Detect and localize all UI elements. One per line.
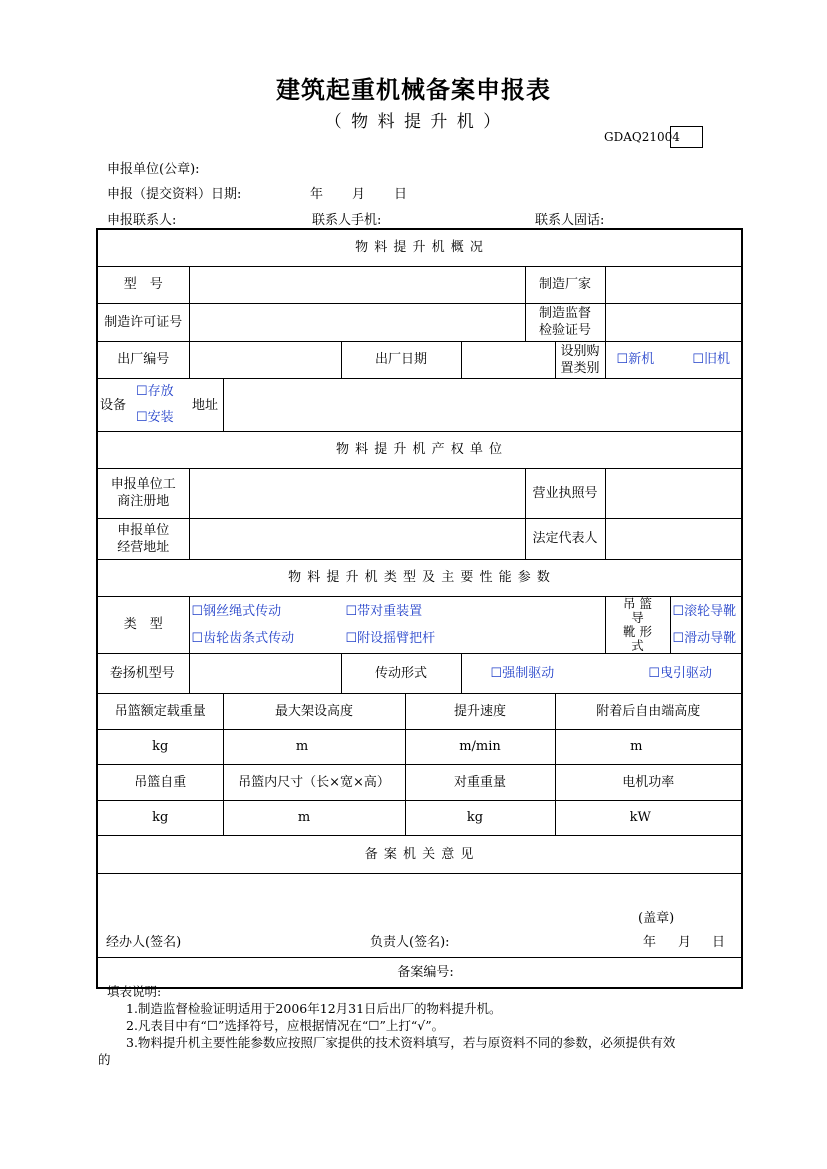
type-rocker-arm-checkbox[interactable]: ☐附设摇臂把杆 xyxy=(345,630,436,646)
biz-address-label: 申报单位 经营地址 xyxy=(97,518,189,559)
opinion-field[interactable] xyxy=(97,873,742,957)
address-label: 地址 xyxy=(192,397,219,413)
reg-address-label: 申报单位工 商注册地 xyxy=(97,468,189,518)
roller-guide-checkbox[interactable]: ☐滚轮导靴 xyxy=(672,603,737,619)
counterweight-field[interactable]: kg xyxy=(405,800,555,835)
legal-rep-label: 法定代表人 xyxy=(525,518,605,559)
note-1: 1.制造监督检验证明适用于2006年12月31日后出厂的物料提升机。 xyxy=(126,1001,502,1016)
opinion-section-title: 备 案 机 关 意 见 xyxy=(97,835,742,873)
counterweight-label: 对重重量 xyxy=(405,764,555,800)
cage-weight-field[interactable]: kg xyxy=(97,800,223,835)
biz-license-field[interactable] xyxy=(605,468,742,518)
max-height-label: 最大架设高度 xyxy=(223,693,405,729)
biz-address-field[interactable] xyxy=(189,518,525,559)
winch-model-field[interactable] xyxy=(189,653,341,693)
guide-shoe-options xyxy=(670,596,742,653)
params-section-title: 物 料 提 升 机 类 型 及 主 要 性 能 参 数 xyxy=(97,559,742,596)
serial-label: 出厂编号 xyxy=(97,341,189,378)
model-field[interactable] xyxy=(189,266,525,303)
applicant-unit-label: 申报单位(公章): xyxy=(107,162,200,177)
traction-drive-checkbox[interactable]: ☐曳引驱动 xyxy=(648,665,712,681)
ownership-section-title: 物 料 提 升 机 产 权 单 位 xyxy=(97,431,742,468)
factory-date-label: 出厂日期 xyxy=(341,341,461,378)
overview-section-title: 物 料 提 升 机 概 况 xyxy=(97,229,742,266)
cage-size-label: 吊篮内尺寸（长×宽×高） xyxy=(223,764,405,800)
cage-weight-label: 吊篮自重 xyxy=(97,764,223,800)
reg-address-field[interactable] xyxy=(189,468,525,518)
form-code-box[interactable] xyxy=(670,126,703,148)
legal-rep-field[interactable] xyxy=(605,518,742,559)
serial-field[interactable] xyxy=(189,341,341,378)
drive-type-options xyxy=(461,653,742,693)
biz-license-label: 营业执照号 xyxy=(525,468,605,518)
notes-title: 填表说明: xyxy=(107,984,162,999)
new-machine-checkbox[interactable]: ☐新机 xyxy=(616,352,655,367)
max-height-field[interactable]: m xyxy=(223,729,405,764)
equip-label: 设备 xyxy=(100,397,127,413)
cage-size-field[interactable]: m xyxy=(223,800,405,835)
purchase-type-options xyxy=(605,341,742,378)
opinion-month: 月 xyxy=(678,934,692,950)
form-code: GDAQ21004 xyxy=(604,130,680,144)
equip-status-cell xyxy=(97,378,223,431)
store-checkbox[interactable]: ☐存放 xyxy=(136,383,174,399)
opinion-day: 日 xyxy=(712,934,726,950)
sliding-guide-checkbox[interactable]: ☐滑动导靴 xyxy=(672,630,737,646)
page-subtitle: （ 物 料 提 升 机 ） xyxy=(324,112,503,132)
filing-form-table xyxy=(96,228,743,989)
free-end-height-field[interactable]: m xyxy=(555,729,742,764)
license-field[interactable] xyxy=(189,303,525,341)
rated-load-field[interactable]: kg xyxy=(97,729,223,764)
note-3: 3.物料提升机主要性能参数应按照厂家提供的技术资料填写，若与原资料不同的参数，必须提供有效 xyxy=(126,1035,676,1050)
license-label: 制造许可证号 xyxy=(97,303,189,341)
motor-power-field[interactable]: kW xyxy=(555,800,742,835)
submit-date-label: 申报（提交资料）日期: xyxy=(107,187,242,202)
forced-drive-checkbox[interactable]: ☐强制驱动 xyxy=(490,665,555,681)
motor-power-label: 电机功率 xyxy=(555,764,742,800)
address-field[interactable] xyxy=(223,378,742,431)
model-label: 型 号 xyxy=(97,266,189,303)
rated-load-label: 吊篮额定载重量 xyxy=(97,693,223,729)
note-2: 2.凡表目中有“☐”选择符号，应根据情况在“☐”上打“√”。 xyxy=(126,1018,445,1033)
purchase-type-label: 设别购 置类别 xyxy=(555,341,605,378)
type-wire-rope-checkbox[interactable]: ☐钢丝绳式传动 xyxy=(191,603,282,619)
note-3-wrap: 的 xyxy=(98,1052,111,1067)
mobile-label: 联系人手机: xyxy=(312,213,382,228)
old-machine-checkbox[interactable]: ☐旧机 xyxy=(692,352,730,367)
submit-day: 日 xyxy=(394,187,408,202)
lift-speed-label: 提升速度 xyxy=(405,693,555,729)
record-number-field[interactable]: 备案编号: xyxy=(97,957,742,988)
phone-label: 联系人固话: xyxy=(535,213,605,228)
leader-sign-label: 负责人(签名): xyxy=(370,934,450,950)
submit-month: 月 xyxy=(352,187,366,202)
type-options xyxy=(189,596,605,653)
free-end-height-label: 附着后自由端高度 xyxy=(555,693,742,729)
handler-sign-label: 经办人(签名) xyxy=(106,934,182,950)
guide-shoe-label: 吊 篮 导 靴 形 式 xyxy=(605,596,670,653)
inspection-field[interactable] xyxy=(605,303,742,341)
factory-date-field[interactable] xyxy=(461,341,555,378)
page-title: 建筑起重机械备案申报表 xyxy=(276,76,551,104)
manufacturer-label: 制造厂家 xyxy=(525,266,605,303)
winch-model-label: 卷扬机型号 xyxy=(97,653,189,693)
type-counterweight-checkbox[interactable]: ☐带对重装置 xyxy=(345,603,423,619)
install-checkbox[interactable]: ☐安装 xyxy=(136,409,174,425)
contact-label: 申报联系人: xyxy=(107,213,177,228)
type-label: 类 型 xyxy=(97,596,189,653)
type-rack-pinion-checkbox[interactable]: ☐齿轮齿条式传动 xyxy=(191,630,295,646)
seal-label: (盖章) xyxy=(638,910,675,926)
manufacturer-field[interactable] xyxy=(605,266,742,303)
opinion-year: 年 xyxy=(643,934,657,950)
lift-speed-field[interactable]: m/min xyxy=(405,729,555,764)
inspection-label: 制造监督 检验证号 xyxy=(525,303,605,341)
submit-year: 年 xyxy=(310,187,324,202)
drive-type-label: 传动形式 xyxy=(341,653,461,693)
